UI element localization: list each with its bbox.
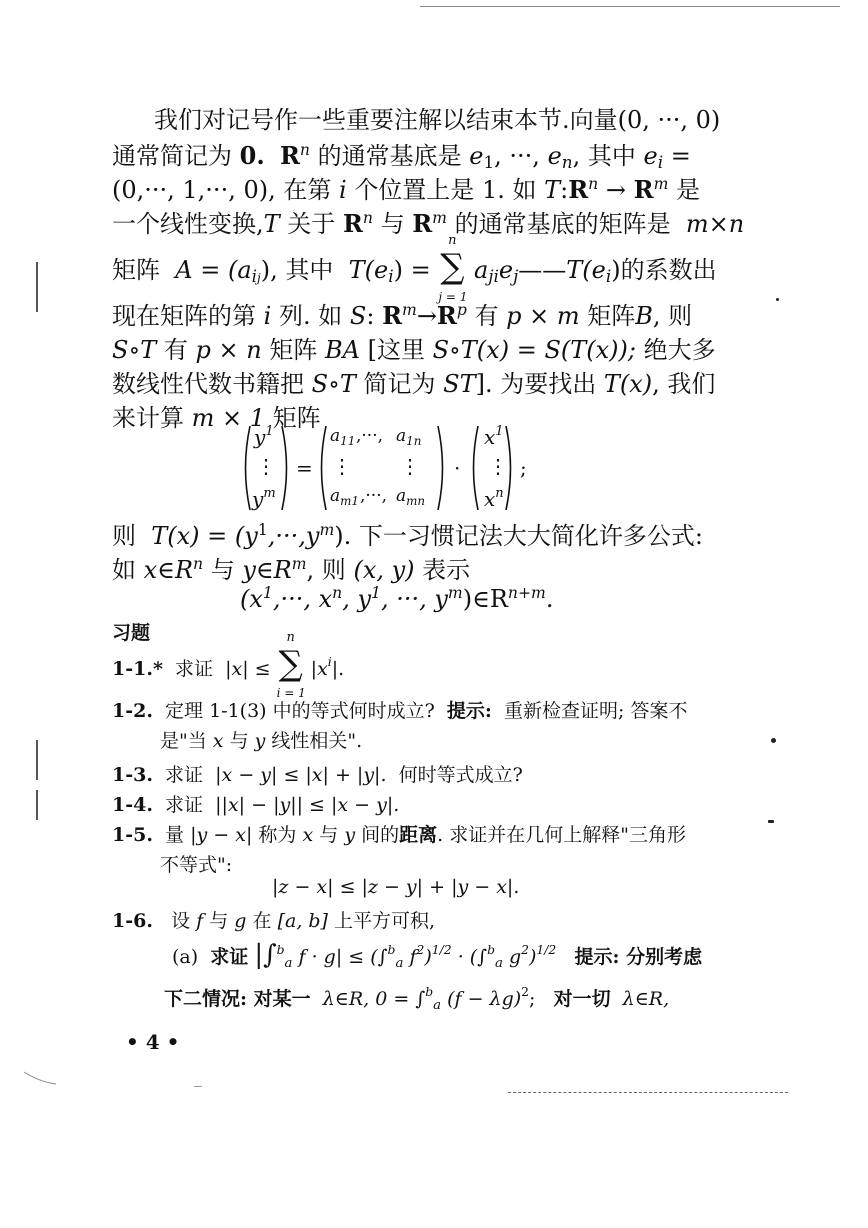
a-11: $a_{11}$ — [330, 426, 356, 448]
text: 重新检查证明; 答案不 — [504, 700, 688, 722]
text: 上平方可积, — [334, 910, 436, 932]
math: : — [560, 176, 569, 204]
sup: n — [332, 584, 343, 602]
scan-mark-bottom — [194, 1086, 202, 1087]
text: 来计算 — [112, 404, 184, 432]
semicolon: ; — [520, 456, 527, 480]
sup: n+m — [507, 584, 546, 602]
vdots: ⋮ — [332, 454, 352, 478]
text: 何时等式成立? — [398, 764, 523, 786]
exercise-number: 1-5. — [112, 824, 153, 846]
sub: a — [395, 956, 404, 971]
para-line-11 — [112, 550, 470, 585]
text: 通常简记为 — [112, 142, 232, 170]
math: BA — [324, 336, 360, 364]
hint-label: 提示: 分别考虑 — [574, 946, 703, 968]
para-line-6 — [112, 296, 692, 331]
sup: n — [588, 175, 599, 193]
math: |x − y| ≤ |x| + |y|. — [215, 764, 387, 786]
math: |y − x| — [190, 824, 253, 846]
a-1n: $a_{1n}$ — [396, 426, 422, 448]
sub: ji — [488, 266, 499, 286]
math: g — [234, 910, 247, 932]
scan-dot — [768, 820, 774, 823]
text: 求证 — [174, 658, 213, 680]
text: 我们对记号作一些重要注解以结束本节.向量(0, ···, 0) — [154, 106, 721, 134]
exercise-number: 1-1.* — [112, 658, 163, 680]
exercise-1-2 — [112, 696, 687, 723]
math: p × m — [506, 302, 580, 330]
sup: 2 — [416, 943, 425, 957]
text: 求证 — [165, 764, 204, 786]
sub: a — [494, 956, 503, 971]
math: (x — [240, 585, 263, 613]
text: 关于 — [287, 210, 336, 238]
sup: m — [447, 584, 463, 602]
math: ) = — [393, 256, 431, 284]
paren-left-a — [316, 424, 328, 512]
sup: m — [402, 301, 417, 319]
text: 矩阵 — [272, 404, 321, 432]
sub: i — [657, 152, 664, 172]
sup: 2 — [521, 943, 529, 957]
math: → — [416, 302, 437, 330]
text: 绝大多 — [643, 336, 716, 364]
text: 求证 — [165, 794, 204, 816]
text: 是 — [676, 176, 700, 204]
sup: m — [653, 175, 669, 193]
exercise-1-3 — [112, 760, 523, 787]
math: : — [366, 302, 375, 330]
sub: j — [513, 266, 519, 286]
text: 定理 1-1(3) 中的等式何时成立? — [165, 700, 435, 722]
exercise-number: 1-2. — [112, 700, 153, 722]
math: T — [263, 210, 280, 238]
math: , ···, y — [380, 585, 448, 613]
exercise-1-5-cont — [160, 850, 232, 877]
exercise-1-2-cont — [160, 726, 362, 753]
text: 则 — [112, 522, 136, 550]
sum-upper: n — [286, 630, 295, 645]
sub: j — [257, 271, 261, 285]
text: 与 — [380, 210, 405, 238]
text: 现在矩阵的第 — [112, 302, 256, 330]
math: ,···,y — [267, 522, 320, 550]
sigma-icon: ∑ — [440, 247, 465, 287]
text: 与 — [229, 730, 249, 752]
para-line-12 — [240, 584, 553, 613]
para-line-3 — [112, 170, 700, 205]
sup: 1/2 — [536, 943, 557, 957]
math: S∘T — [311, 370, 356, 398]
scan-mark — [36, 740, 38, 780]
math: T — [544, 176, 561, 204]
text: 量 — [165, 824, 185, 846]
sup: b — [425, 985, 434, 999]
para-line-2 — [112, 136, 691, 172]
math: e — [547, 142, 562, 170]
text: 设 — [171, 910, 191, 932]
text: , 其中 — [572, 142, 636, 170]
part-label: (a) — [172, 946, 199, 968]
a-m1: $a_{m1}$ — [330, 486, 359, 508]
math-R: R — [412, 209, 433, 238]
text: 矩阵 — [269, 336, 318, 364]
text: ). 下一习惯记法大大简化许多公式: — [334, 522, 703, 550]
math: i — [263, 302, 272, 330]
math: B — [635, 302, 653, 330]
summation — [438, 233, 468, 304]
exercise-1-6-a-hint — [164, 984, 669, 1013]
math: f — [196, 910, 204, 932]
math-R: R — [436, 301, 457, 330]
math-zero-vector: 0. — [239, 141, 265, 170]
text: 如 — [112, 556, 136, 584]
vdots: ⋮ — [256, 454, 276, 478]
sup: b — [387, 943, 396, 957]
sub: i — [388, 266, 394, 286]
text: 一个线性变换, — [112, 210, 264, 238]
math: T(x) = (y — [151, 522, 258, 550]
math: e — [469, 142, 484, 170]
sub: a — [433, 998, 442, 1013]
a-mn: $a_{mn}$ — [396, 486, 426, 508]
sub: i — [605, 266, 612, 286]
text: 有 — [474, 302, 499, 330]
sup: b — [487, 943, 495, 957]
text: 矩阵 — [587, 302, 636, 330]
para-line-1 — [154, 100, 720, 135]
math: a — [473, 256, 489, 284]
sup: p — [456, 301, 467, 319]
sup: b — [276, 943, 285, 957]
sup: m — [319, 521, 335, 539]
section-title: 习题 — [112, 622, 151, 644]
math: x∈R — [143, 556, 194, 584]
math: y — [254, 730, 266, 752]
para-line-8 — [112, 364, 715, 399]
text: )的系数出 — [611, 256, 717, 284]
text: ]. 为要找出 — [475, 370, 597, 398]
text: , 我们 — [652, 370, 716, 398]
math: e — [498, 256, 514, 284]
math: y∈R — [242, 556, 292, 584]
sup: n — [362, 209, 373, 227]
exercise-number: 1-3. — [112, 764, 153, 786]
sup: 1 — [262, 584, 273, 602]
summation — [276, 630, 306, 700]
row-dots: ,···, — [360, 486, 388, 506]
y-top: $y^1$ — [254, 424, 274, 449]
text: 矩阵 — [112, 256, 160, 284]
text: 间的 — [361, 824, 400, 846]
text: 下二情况: 对某一 — [164, 988, 311, 1010]
sup: m — [291, 555, 307, 573]
paren-right-x — [504, 424, 516, 512]
paren-right-a — [436, 424, 448, 512]
math-R: R — [568, 175, 589, 204]
scan-edge-bottom — [508, 1092, 788, 1093]
exercise-1-5 — [112, 820, 686, 847]
math: x — [212, 730, 224, 752]
sub: 1 — [483, 152, 495, 172]
math: x — [302, 824, 314, 846]
math-R: R — [279, 141, 300, 170]
math: g — [508, 946, 522, 968]
math: ) — [529, 946, 537, 968]
vdots: ⋮ — [400, 454, 420, 478]
text: , 则 — [652, 302, 693, 330]
text: 数线性代数书籍把 — [112, 370, 304, 398]
sub: n — [561, 152, 573, 172]
sub: i — [251, 266, 258, 286]
math: f — [409, 946, 417, 968]
math: , y — [342, 585, 372, 613]
math: —— — [518, 256, 567, 284]
math: T(e — [566, 256, 606, 284]
math: |. — [331, 658, 345, 680]
math: (f − λg) — [447, 988, 522, 1010]
sub: a — [284, 956, 293, 971]
math: λ∈R, 0 = ∫ — [322, 988, 426, 1010]
math-R: R — [342, 209, 363, 238]
text: 有 — [163, 336, 188, 364]
text: 不等式": — [160, 854, 233, 876]
math: ) — [424, 946, 432, 968]
triangle-inequality: |z − x| ≤ |z − y| + |y − x|. — [272, 876, 520, 898]
math-R: R — [633, 175, 654, 204]
math: i — [338, 176, 347, 204]
scan-mark — [36, 262, 38, 312]
text: , 则 — [306, 556, 346, 584]
math: . — [545, 585, 554, 613]
matrix-equation — [240, 424, 540, 514]
paren-left-x — [468, 424, 480, 512]
text: 与 — [210, 556, 235, 584]
math: |∫ — [254, 940, 277, 970]
scan-mark — [36, 790, 38, 820]
text: 在 — [252, 910, 272, 932]
math: )∈R — [462, 585, 508, 613]
y-bot: $y^m$ — [252, 486, 276, 511]
text: ), 其中 — [260, 256, 334, 284]
exercise-1-4 — [112, 790, 399, 817]
x-top: $x^1$ — [484, 424, 504, 449]
math: S — [349, 302, 367, 330]
math: ST — [443, 370, 476, 398]
hint-label: 提示: — [446, 700, 492, 722]
math: → — [605, 176, 626, 204]
exercise-number: 1-6. — [112, 910, 153, 932]
exercise-number: 1-4. — [112, 794, 153, 816]
text: [这里 — [367, 336, 425, 364]
sup: 1 — [371, 584, 381, 602]
para-line-4 — [112, 204, 744, 239]
math: A = (a — [175, 256, 252, 284]
cdot: · — [454, 456, 461, 480]
exercise-1-6 — [112, 906, 435, 933]
scan-smudge — [22, 1068, 58, 1086]
math: = — [670, 142, 691, 170]
equals: = — [296, 456, 313, 480]
term-distance: 距离 — [399, 824, 438, 846]
math: · (∫ — [457, 946, 488, 968]
x-bot: $x^n$ — [484, 486, 504, 511]
math: ; — [529, 988, 536, 1010]
text: 是"当 — [160, 730, 207, 752]
para-line-5 — [112, 233, 717, 304]
math: [a, b] — [277, 910, 328, 932]
text: . 求证并在几何上解释"三角形 — [437, 824, 686, 846]
text: 与 — [319, 824, 339, 846]
vdots: ⋮ — [488, 454, 508, 478]
math: m×n — [685, 210, 745, 238]
math: T(e — [348, 256, 389, 284]
sup: 2 — [521, 985, 530, 999]
math: ||x| − |y|| ≤ |x − y|. — [215, 794, 400, 816]
math: |x — [310, 658, 328, 680]
sup: 1/2 — [431, 943, 452, 957]
sum-lower: j = 1 — [438, 290, 468, 304]
text: 线性相关". — [271, 730, 363, 752]
text: 的通常基底的矩阵是 — [454, 210, 671, 238]
math: S∘T(x) = S(T(x)); — [432, 336, 636, 364]
row-dots: ,···, — [356, 426, 384, 446]
text: 求证 — [210, 946, 249, 968]
math: |x| ≤ — [225, 658, 271, 680]
scan-edge-top — [420, 6, 840, 7]
math: (x, y) — [353, 556, 415, 584]
paren-left-y — [240, 424, 252, 512]
sum-lower: i = 1 — [276, 686, 306, 700]
text: 称为 — [258, 824, 297, 846]
sup: i — [327, 655, 332, 669]
math: f · g| ≤ (∫ — [298, 946, 388, 968]
text: 简记为 — [363, 370, 436, 398]
sup: n — [193, 555, 204, 573]
math: y — [344, 824, 356, 846]
math: , ···, — [494, 142, 540, 170]
sup: n — [299, 141, 310, 159]
math: λ∈R, — [622, 988, 670, 1010]
math: e — [643, 142, 658, 170]
scan-dot — [771, 738, 776, 743]
para-line-10 — [112, 516, 703, 551]
text: 表示 — [422, 556, 471, 584]
sum-upper: n — [448, 233, 457, 248]
math: S∘T — [112, 336, 157, 364]
math: ,···, x — [272, 585, 333, 613]
paren-right-y — [280, 424, 292, 512]
text: 对一切 — [553, 988, 611, 1010]
sigma-icon: ∑ — [278, 644, 303, 684]
math: T(x) — [603, 370, 653, 398]
scan-dot — [776, 298, 779, 301]
integral-inequality — [254, 940, 562, 971]
text: (0,···, 1,···, 0), 在第 — [112, 176, 332, 204]
page-number: • 4 • — [126, 1030, 180, 1054]
exercise-1-6-a — [172, 940, 702, 971]
para-line-7 — [112, 330, 716, 365]
math: m × 1 — [191, 404, 266, 432]
text: 个位置上是 1. 如 — [354, 176, 537, 204]
text: 与 — [209, 910, 229, 932]
sup: m — [432, 209, 447, 227]
math-R: R — [382, 301, 403, 330]
math: p × n — [195, 336, 262, 364]
sup: 1 — [257, 521, 268, 539]
text: 的通常基底是 — [317, 142, 462, 170]
text: 列. 如 — [278, 302, 343, 330]
